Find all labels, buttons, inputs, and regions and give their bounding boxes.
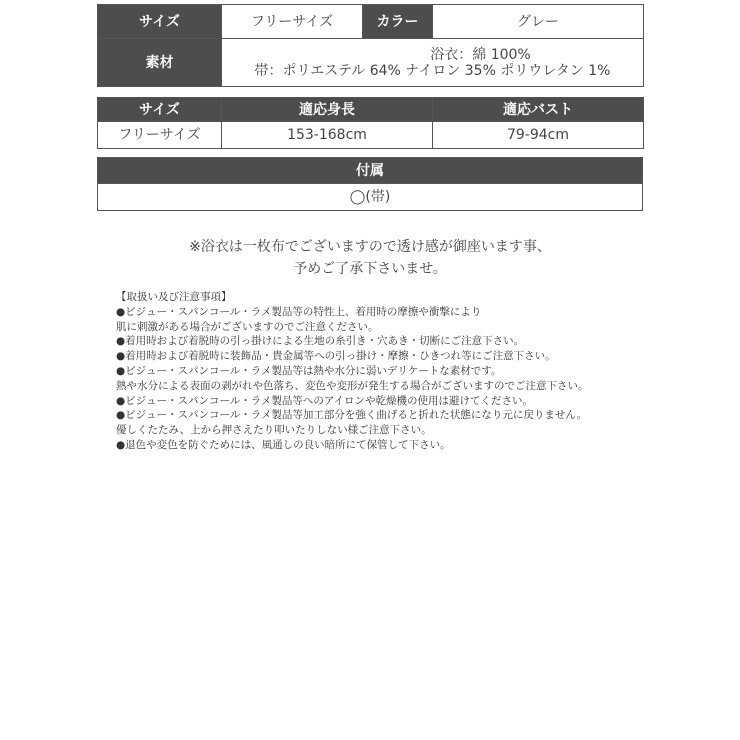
size-fit-table [97,97,644,149]
notice-line: ※浴衣は一枚布でございますので透け感が御座います事、 [189,239,551,255]
column-header: 適応身長 [222,98,433,122]
size-label: サイズ [98,5,222,39]
caution-line: ●ビジュー・スパンコール・ラメ製品等は熱や水分に弱いデリケートな素材です。 [116,364,502,377]
accessories-value: ◯(帯) [98,184,643,211]
spec-table-basic [97,4,644,87]
accessories-table [97,157,643,211]
table-header-row [98,98,644,122]
table-row [98,184,643,211]
table-row [98,39,644,87]
caution-line: 熱や水分による表面の剥がれや色落ち、変色や変形が発生する場合がございますのでご注意下さい。 [116,379,589,392]
caution-line: ●ビジュー・スパンコール・ラメ製品等加工部分を強く曲げると折れた状態になり元に戻りません。 [116,409,588,422]
cautions-title: 【取扱い及び注意事項】 [116,291,232,303]
caution-line: ●着用時および着脱時の引っ掛けによる生地の糸引き・穴あき・切断にご注意下さい。 [116,335,525,348]
caution-line: ●退色や変色を防ぐためには、風通しの良い暗所にて保管して下さい。 [116,438,451,451]
material-line-yukata: 浴衣：綿 100% [430,46,531,63]
table-cell: 79-94cm [433,122,644,149]
caution-line: ●ビジュー・スパンコール・ラメ製品等の特性上、着用時の摩擦や衝撃により [116,305,482,318]
table-cell: 153-168cm [222,122,433,149]
caution-line: ●ビジュー・スパンコール・ラメ製品等へのアイロンや乾燥機の使用は避けてください。 [116,394,533,407]
caution-line: ●着用時および着脱時に装飾品・貴金属等への引っ掛け・摩擦・ひきつれ等にご注意下さい。 [116,350,556,363]
column-header: 適応バスト [433,98,644,122]
accessories-header: 付属 [98,158,643,184]
material-line-obi: 帯：ポリエステル 64% ナイロン 35% ポリウレタン 1% [254,62,611,79]
care-cautions [116,290,636,453]
table-row [98,5,644,39]
notice-line: 予めご了承下さいませ。 [293,261,447,277]
see-through-notice [97,236,643,280]
caution-line: 優しくたたみ、上から押さえたり叩いたりしない様ご注意下さい。 [116,424,432,437]
color-value: グレー [433,5,644,39]
table-row [98,122,644,149]
material-value [222,39,644,87]
material-label: 素材 [98,39,222,87]
column-header: サイズ [98,98,222,122]
table-header-row [98,158,643,184]
color-label: カラー [363,5,433,39]
size-value: フリーサイズ [222,5,363,39]
caution-line: 肌に刺激がある場合がございますのでご注意ください。 [116,320,379,333]
table-cell: フリーサイズ [98,122,222,149]
